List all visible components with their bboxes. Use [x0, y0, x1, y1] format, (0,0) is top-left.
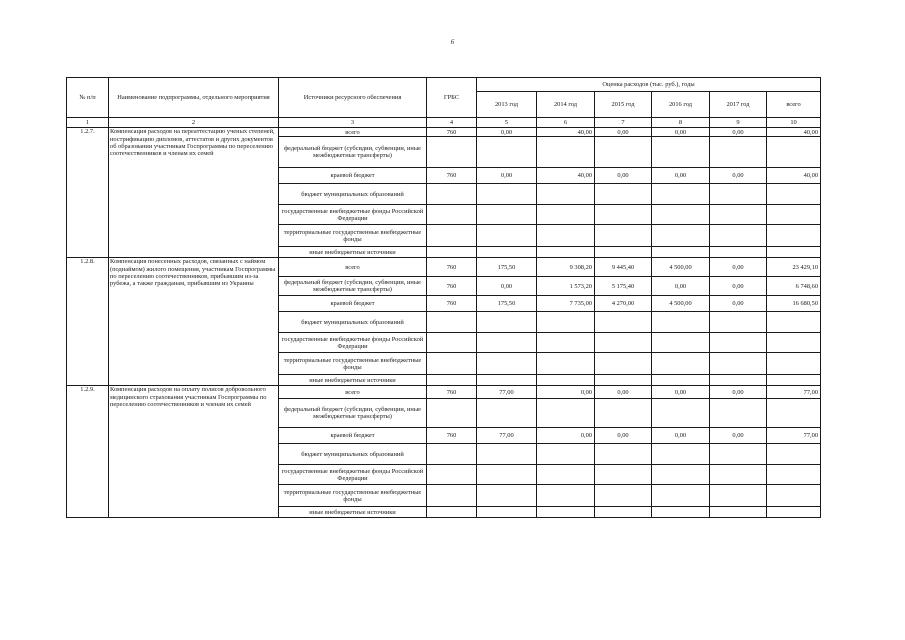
- header-year: всего: [767, 92, 821, 118]
- grbs-code: 760: [427, 168, 477, 184]
- expense-value: [477, 375, 537, 386]
- expense-value: [652, 184, 710, 205]
- expense-value: [537, 353, 595, 375]
- expense-value: 40,00: [767, 128, 821, 137]
- expense-value: [652, 225, 710, 247]
- funding-source: территориальные государственные внебюджетные фонды: [279, 485, 427, 507]
- expense-value: [537, 184, 595, 205]
- expense-value: [767, 507, 821, 518]
- header-index: 5: [477, 118, 537, 128]
- expense-value: 0,00: [537, 428, 595, 444]
- expense-value: [652, 312, 710, 333]
- expense-value: [477, 444, 537, 465]
- expense-value: [537, 312, 595, 333]
- expense-value: [477, 137, 537, 168]
- expense-value: [595, 312, 652, 333]
- header-estimate: Оценка расходов (тыс. руб.), годы: [477, 78, 821, 92]
- expense-value: 0,00: [710, 168, 767, 184]
- header-index: 7: [595, 118, 652, 128]
- expense-value: [595, 137, 652, 168]
- funding-source: бюджет муниципальных образований: [279, 312, 427, 333]
- expense-value: 0,00: [595, 128, 652, 137]
- grbs-code: [427, 485, 477, 507]
- header-index: 8: [652, 118, 710, 128]
- expense-value: [537, 399, 595, 428]
- expense-value: [595, 247, 652, 258]
- expense-value: [710, 507, 767, 518]
- funding-source: всего: [279, 386, 427, 399]
- expense-value: [767, 312, 821, 333]
- funding-source: иные внебюджетные источники: [279, 507, 427, 518]
- expense-value: [477, 312, 537, 333]
- funding-source: иные внебюджетные источники: [279, 375, 427, 386]
- expense-value: [767, 205, 821, 225]
- grbs-code: [427, 375, 477, 386]
- item-number: 1.2.8.: [67, 258, 109, 386]
- expense-value: [767, 225, 821, 247]
- expense-value: [767, 184, 821, 205]
- expense-value: [477, 507, 537, 518]
- expense-value: 0,00: [710, 128, 767, 137]
- item-number: 1.2.7.: [67, 128, 109, 258]
- funding-source: государственные внебюджетные фонды Российской Федерации: [279, 465, 427, 485]
- expense-value: [537, 465, 595, 485]
- expense-value: [710, 247, 767, 258]
- header-grbs: ГРБС: [427, 78, 477, 118]
- expense-value: 4 500,00: [652, 296, 710, 312]
- expense-value: [477, 485, 537, 507]
- expense-value: 5 175,40: [595, 277, 652, 296]
- header-year: 2014 год: [537, 92, 595, 118]
- expense-value: 7 735,00: [537, 296, 595, 312]
- expense-value: [767, 137, 821, 168]
- expense-value: [595, 333, 652, 353]
- funding-source: всего: [279, 128, 427, 137]
- expense-value: 77,00: [767, 386, 821, 399]
- expense-value: 0,00: [710, 428, 767, 444]
- item-name: Компенсация расходов на оплату полисов добровольного медицинского страхования участникам Госпрограммы по переселению соотечественников и членам их семей: [109, 386, 279, 518]
- expense-value: [652, 375, 710, 386]
- grbs-code: [427, 312, 477, 333]
- expense-value: [652, 205, 710, 225]
- expense-value: [710, 225, 767, 247]
- expense-value: [652, 485, 710, 507]
- expense-value: [652, 444, 710, 465]
- expense-value: 4 270,00: [595, 296, 652, 312]
- expense-value: [710, 485, 767, 507]
- expense-value: 9 308,20: [537, 258, 595, 277]
- header-index: 2: [109, 118, 279, 128]
- grbs-code: [427, 507, 477, 518]
- header-index: 10: [767, 118, 821, 128]
- grbs-code: [427, 333, 477, 353]
- header-source: Источники ресурсного обеспечения: [279, 78, 427, 118]
- expense-value: 0,00: [652, 277, 710, 296]
- expense-value: [710, 375, 767, 386]
- expense-value: [477, 333, 537, 353]
- funding-source: бюджет муниципальных образований: [279, 444, 427, 465]
- expense-value: [652, 333, 710, 353]
- expense-value: [595, 375, 652, 386]
- funding-source: государственные внебюджетные фонды Российской Федерации: [279, 333, 427, 353]
- expense-value: 175,50: [477, 296, 537, 312]
- expense-value: [767, 353, 821, 375]
- expense-value: 23 429,10: [767, 258, 821, 277]
- item-name: Компенсация расходов на переаттестацию ученых степеней, нострификацию дипломов, аттестатов и других документов об образовании участникам Госпрограммы по переселению соотечественников и членам их семей: [109, 128, 279, 258]
- expense-value: 0,00: [710, 277, 767, 296]
- grbs-code: [427, 465, 477, 485]
- funding-source: государственные внебюджетные фонды Российской Федерации: [279, 205, 427, 225]
- expense-value: 0,00: [477, 168, 537, 184]
- item-name: Компенсация понесенных расходов, связанных с наймом (поднаймом) жилого помещения, участникам Госпрограммы по переселению соотечественников, прибывшим из-за рубежа, а также гражданам, прибывшим из Украины: [109, 258, 279, 386]
- expense-value: [477, 225, 537, 247]
- expense-value: [595, 205, 652, 225]
- header-name: Наименование подпрограммы, отдельного мероприятия: [109, 78, 279, 118]
- expense-value: [710, 444, 767, 465]
- grbs-code: 760: [427, 258, 477, 277]
- grbs-code: 760: [427, 386, 477, 399]
- funding-source: иные внебюджетные источники: [279, 247, 427, 258]
- expense-value: [767, 375, 821, 386]
- expense-value: [477, 353, 537, 375]
- grbs-code: [427, 399, 477, 428]
- table-header: [67, 78, 821, 128]
- expense-value: [652, 137, 710, 168]
- expense-value: [595, 485, 652, 507]
- expense-value: [595, 444, 652, 465]
- expense-value: [477, 399, 537, 428]
- grbs-code: 760: [427, 428, 477, 444]
- header-year: 2013 год: [477, 92, 537, 118]
- expense-value: [710, 137, 767, 168]
- expense-value: 0,00: [595, 428, 652, 444]
- grbs-code: 760: [427, 277, 477, 296]
- expense-value: [537, 507, 595, 518]
- header-year: 2016 год: [652, 92, 710, 118]
- expense-value: [652, 247, 710, 258]
- expense-value: [477, 247, 537, 258]
- expense-value: [767, 247, 821, 258]
- grbs-code: 760: [427, 296, 477, 312]
- expense-value: 77,00: [477, 428, 537, 444]
- expense-value: [595, 507, 652, 518]
- expense-value: [537, 137, 595, 168]
- table-row: [67, 128, 821, 137]
- funding-source: краевой бюджет: [279, 168, 427, 184]
- funding-source: краевой бюджет: [279, 296, 427, 312]
- header-num: № п/п: [67, 78, 109, 118]
- expense-value: [537, 225, 595, 247]
- expense-value: [477, 184, 537, 205]
- expense-value: 6 748,60: [767, 277, 821, 296]
- expense-value: 0,00: [710, 386, 767, 399]
- grbs-code: 760: [427, 128, 477, 137]
- expense-value: 0,00: [710, 296, 767, 312]
- funding-source: территориальные государственные внебюджетные фонды: [279, 225, 427, 247]
- expense-value: 0,00: [710, 258, 767, 277]
- expense-value: 0,00: [652, 128, 710, 137]
- expense-value: 0,00: [537, 386, 595, 399]
- header-index: 6: [537, 118, 595, 128]
- expense-value: 0,00: [595, 386, 652, 399]
- header-index: 3: [279, 118, 427, 128]
- table-body: [67, 128, 821, 518]
- header-index: 1: [67, 118, 109, 128]
- expense-value: 40,00: [537, 128, 595, 137]
- page-number: 6: [450, 38, 455, 46]
- expense-value: 16 680,50: [767, 296, 821, 312]
- expense-value: 0,00: [477, 128, 537, 137]
- expense-value: [537, 375, 595, 386]
- expense-value: [652, 507, 710, 518]
- grbs-code: [427, 247, 477, 258]
- expense-value: 0,00: [477, 277, 537, 296]
- expense-value: [710, 312, 767, 333]
- expense-value: 0,00: [652, 428, 710, 444]
- expense-value: [767, 444, 821, 465]
- expense-value: 1 573,20: [537, 277, 595, 296]
- expense-value: [477, 205, 537, 225]
- expense-value: 40,00: [767, 168, 821, 184]
- expense-value: 175,50: [477, 258, 537, 277]
- funding-source: всего: [279, 258, 427, 277]
- expense-value: [595, 465, 652, 485]
- expense-table: [66, 77, 821, 518]
- expense-value: [710, 399, 767, 428]
- expense-value: 4 500,00: [652, 258, 710, 277]
- expense-value: [537, 485, 595, 507]
- expense-value: [595, 184, 652, 205]
- table-row: [67, 258, 821, 277]
- expense-value: 0,00: [652, 386, 710, 399]
- expense-value: 77,00: [477, 386, 537, 399]
- expense-value: [537, 205, 595, 225]
- grbs-code: [427, 353, 477, 375]
- expense-value: [710, 465, 767, 485]
- funding-source: федеральный бюджет (субсидии, субвенции, иные межбюджетные трансферты): [279, 277, 427, 296]
- grbs-code: [427, 205, 477, 225]
- expense-value: 40,00: [537, 168, 595, 184]
- header-year: 2017 год: [710, 92, 767, 118]
- grbs-code: [427, 444, 477, 465]
- grbs-code: [427, 184, 477, 205]
- funding-source: федеральный бюджет (субсидии, субвенции, иные межбюджетные трансферты): [279, 137, 427, 168]
- expense-value: [767, 485, 821, 507]
- table-row: [67, 386, 821, 399]
- funding-source: краевой бюджет: [279, 428, 427, 444]
- expense-value: 0,00: [652, 168, 710, 184]
- header-year: 2015 год: [595, 92, 652, 118]
- expense-value: [537, 444, 595, 465]
- expense-value: [710, 333, 767, 353]
- expense-value: [537, 333, 595, 353]
- grbs-code: [427, 137, 477, 168]
- header-index: 9: [710, 118, 767, 128]
- funding-source: территориальные государственные внебюджетные фонды: [279, 353, 427, 375]
- expense-value: 0,00: [595, 168, 652, 184]
- expense-value: 9 445,40: [595, 258, 652, 277]
- expense-value: [652, 465, 710, 485]
- expense-value: [477, 465, 537, 485]
- item-number: 1.2.9.: [67, 386, 109, 518]
- grbs-code: [427, 225, 477, 247]
- header-index: 4: [427, 118, 477, 128]
- expense-value: [595, 225, 652, 247]
- expense-value: [710, 205, 767, 225]
- expense-value: 77,00: [767, 428, 821, 444]
- expense-value: [595, 399, 652, 428]
- expense-value: [595, 353, 652, 375]
- expense-value: [767, 333, 821, 353]
- expense-value: [537, 247, 595, 258]
- expense-value: [710, 353, 767, 375]
- funding-source: федеральный бюджет (субсидии, субвенции, иные межбюджетные трансферты): [279, 399, 427, 428]
- expense-value: [767, 399, 821, 428]
- expense-value: [710, 184, 767, 205]
- expense-value: [652, 353, 710, 375]
- expense-value: [767, 465, 821, 485]
- funding-source: бюджет муниципальных образований: [279, 184, 427, 205]
- expense-value: [652, 399, 710, 428]
